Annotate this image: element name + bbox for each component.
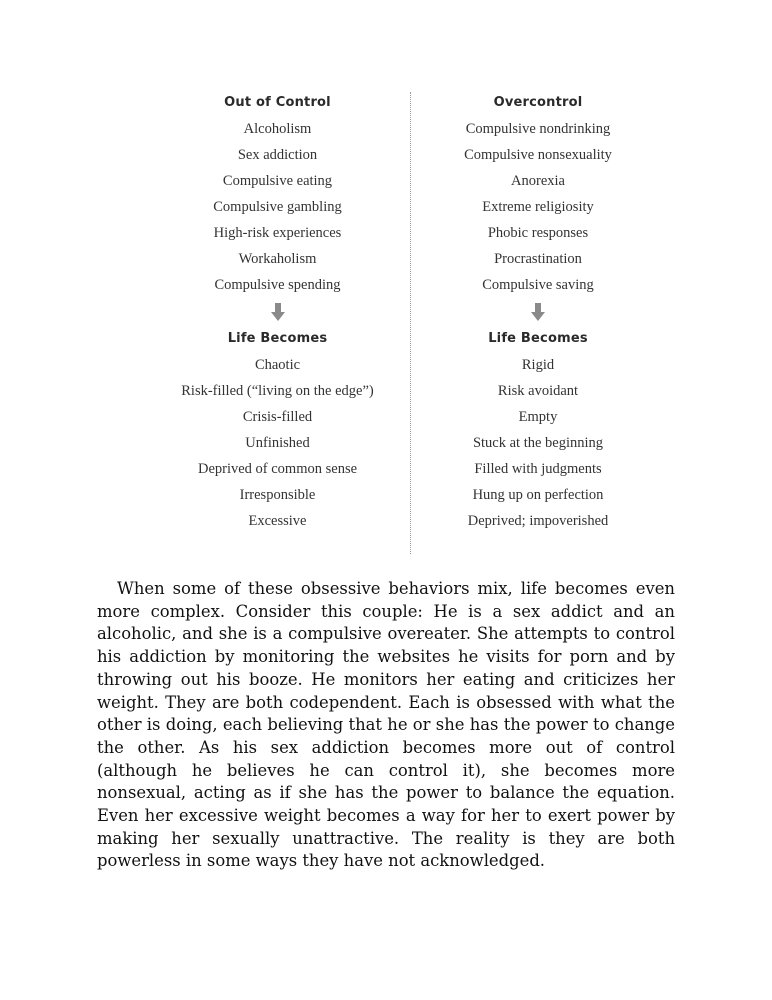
result-item: Stuck at the beginning <box>472 435 604 451</box>
result-item: Unfinished <box>245 435 310 451</box>
result-item: Chaotic <box>254 357 301 373</box>
result-heading: Life Becomes <box>227 331 328 346</box>
column-heading: Out of Control <box>224 95 331 110</box>
overcontrol-column <box>413 90 663 534</box>
result-item: Deprived; impoverished <box>467 513 609 529</box>
body-paragraph: When some of these obsessive behaviors mix, life becomes even more complex. Consider this couple: He is a sex addict and an alcoholic, and she is a compulsive overeater. She attempts to control his addiction by monitoring the websites he visits for porn and by throwing out his booze. He monitors her eating and criticizes her weight. They are both codependent. Each is obsessed with what the other is doing, each believing that he or she has the power to change the other. As his sex addiction becomes more out of control (although he believes he can control it), she becomes more nonsexual, acting as if she has the power to balance the equation. Even her excessive weight becomes a way for her to exert power by making her sexually unattractive. The reality is they are both powerless in some ways they have not acknowledged. <box>97 579 675 871</box>
column-divider <box>410 92 411 554</box>
column-heading: Overcontrol <box>493 95 583 110</box>
comparison-table <box>140 90 660 556</box>
result-item: Risk avoidant <box>497 383 579 399</box>
down-arrow-icon <box>413 298 663 326</box>
behavior-item: Compulsive eating <box>222 173 333 189</box>
behavior-item: Procrastination <box>494 251 582 267</box>
behavior-item: Compulsive nonsexuality <box>464 147 612 163</box>
result-item: Crisis-filled <box>242 409 313 425</box>
out-of-control-column <box>140 90 415 534</box>
behavior-item: Compulsive gambling <box>213 199 342 215</box>
result-item: Deprived of common sense <box>197 461 358 477</box>
behavior-item: Compulsive spending <box>214 277 341 293</box>
behavior-item: Workaholism <box>238 251 317 267</box>
result-item: Excessive <box>248 513 307 529</box>
result-item: Risk-filled (“living on the edge”) <box>181 383 374 399</box>
behavior-item: High-risk experiences <box>213 225 342 241</box>
behavior-item: Compulsive saving <box>482 277 594 293</box>
result-item: Irresponsible <box>239 487 316 503</box>
behavior-item: Extreme religiosity <box>482 199 594 215</box>
result-item: Rigid <box>521 357 555 373</box>
result-heading: Life Becomes <box>488 331 588 346</box>
behavior-item: Sex addiction <box>237 147 318 163</box>
behavior-item: Alcoholism <box>243 121 312 137</box>
down-arrow-icon <box>140 298 415 326</box>
result-item: Hung up on perfection <box>472 487 604 503</box>
behavior-item: Anorexia <box>511 173 565 189</box>
result-item: Filled with judgments <box>474 461 602 477</box>
result-item: Empty <box>518 409 558 425</box>
behavior-item: Phobic responses <box>487 225 589 241</box>
behavior-item: Compulsive nondrinking <box>465 121 611 137</box>
